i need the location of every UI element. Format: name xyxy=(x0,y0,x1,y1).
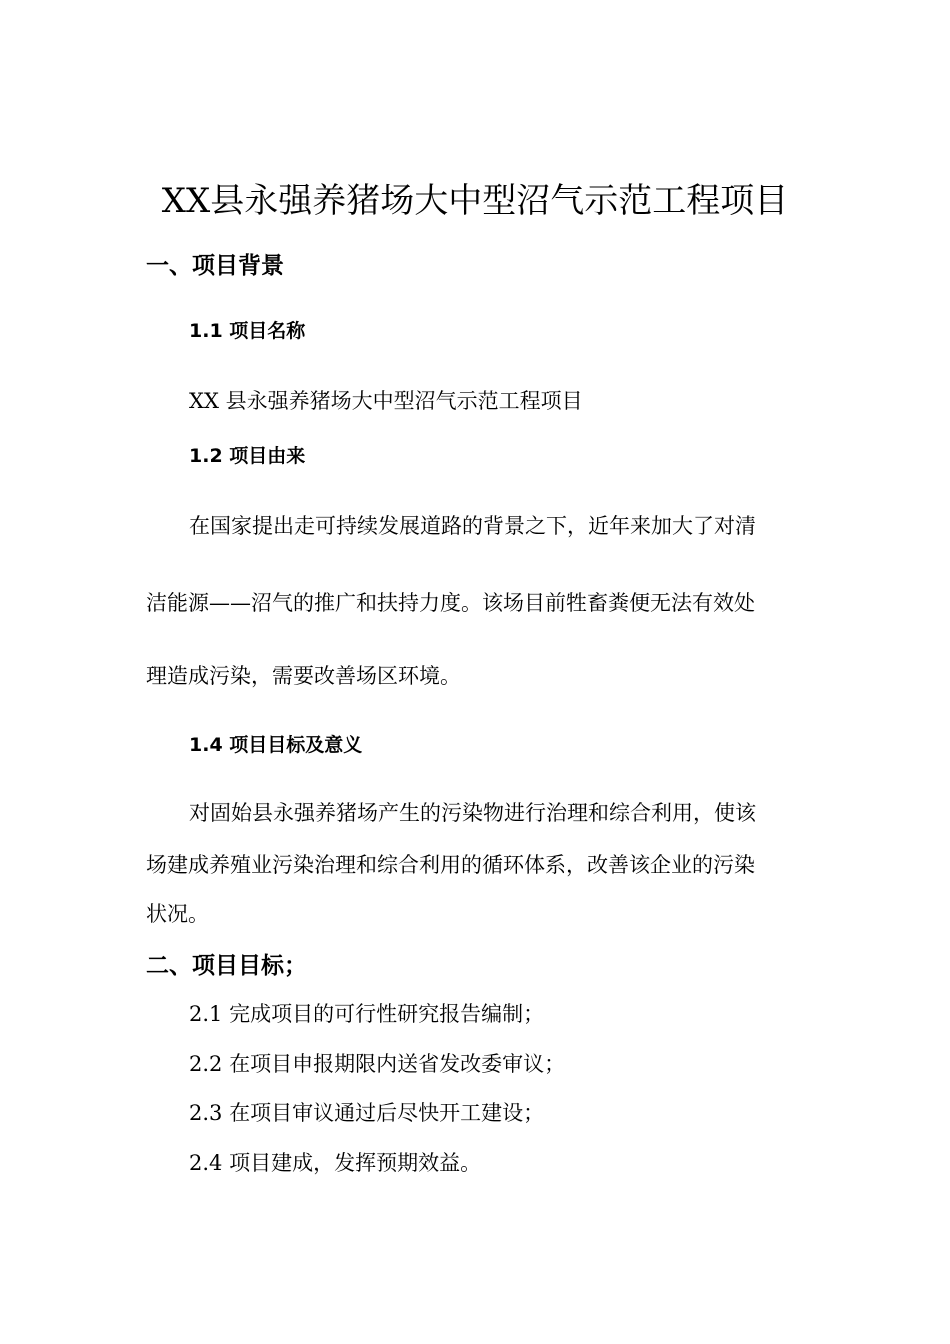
paragraph-line: 在国家提出走可持续发展道路的背景之下，近年来加大了对清 xyxy=(189,514,756,538)
paragraph-line: 洁能源——沼气的推广和扶持力度。该场目前牲畜粪便无法有效处 xyxy=(146,591,755,615)
subsection-1-4-heading: 1.4 项目目标及意义 xyxy=(189,734,363,756)
section-1-heading: 一、项目背景 xyxy=(146,253,284,279)
list-item: 2.4 项目建成，发挥预期效益。 xyxy=(189,1151,482,1175)
paragraph-line: 场建成养殖业污染治理和综合利用的循环体系，改善该企业的污染 xyxy=(146,853,755,877)
paragraph-line: 状况。 xyxy=(146,902,209,926)
list-item: 2.2 在项目申报期限内送省发改委审议； xyxy=(189,1052,566,1076)
subsection-1-1-heading: 1.1 项目名称 xyxy=(189,320,306,342)
paragraph-line: 对固始县永强养猪场产生的污染物进行治理和综合利用，使该 xyxy=(189,801,756,825)
section-2-heading: 二、项目目标； xyxy=(146,953,307,979)
document-title: XX县永强养猪场大中型沼气示范工程项目 xyxy=(161,181,789,221)
list-item: 2.3 在项目审议通过后尽快开工建设； xyxy=(189,1101,545,1125)
paragraph-line: 理造成污染，需要改善场区环境。 xyxy=(146,664,461,688)
subsection-1-2-heading: 1.2 项目由来 xyxy=(189,445,306,467)
subsection-1-1-text: XX 县永强养猪场大中型沼气示范工程项目 xyxy=(189,389,583,413)
list-item: 2.1 完成项目的可行性研究报告编制； xyxy=(189,1002,545,1026)
